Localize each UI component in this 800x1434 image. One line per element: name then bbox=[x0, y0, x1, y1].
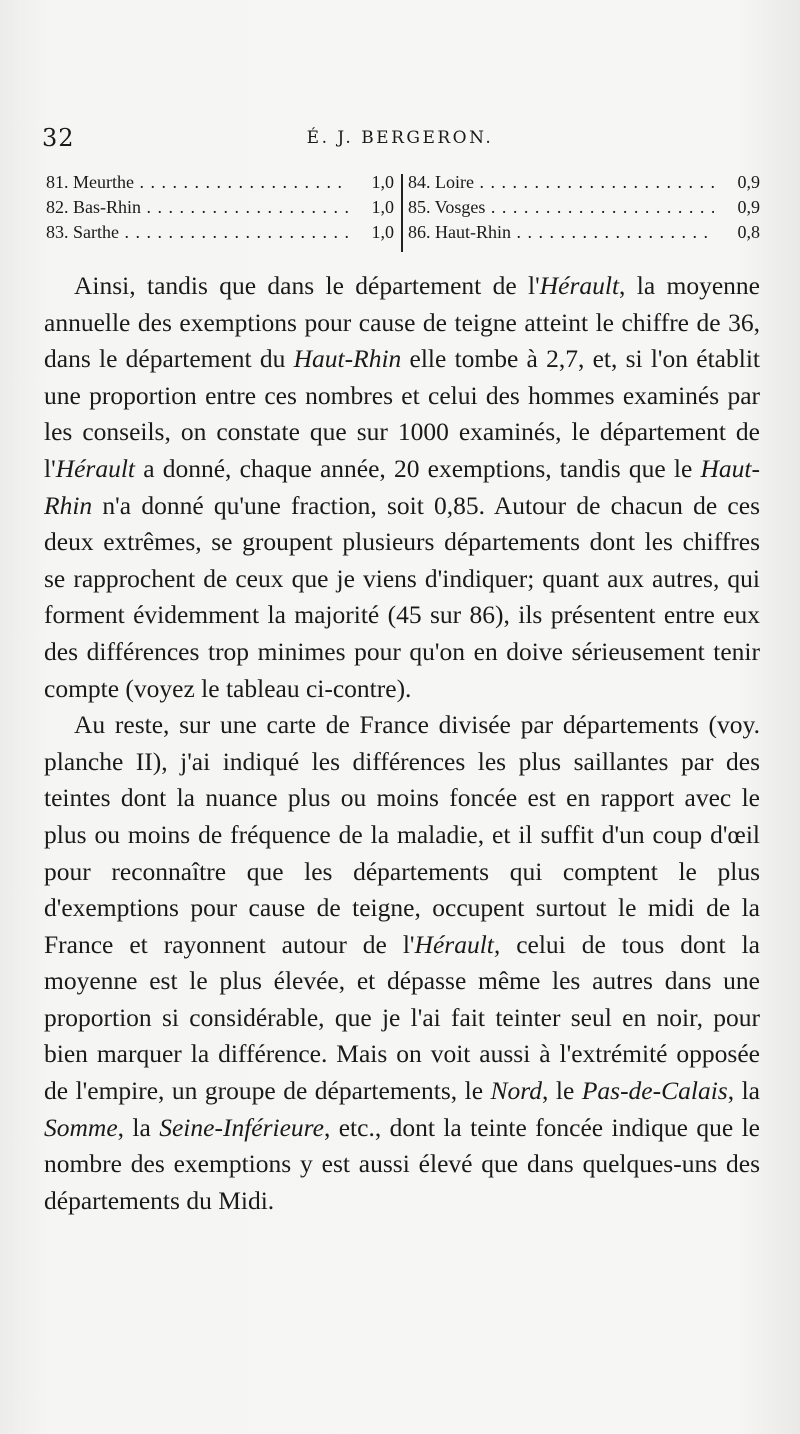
text-run: , la bbox=[117, 1112, 160, 1142]
table-row bbox=[408, 195, 764, 220]
page-header bbox=[40, 124, 760, 154]
department-name: 83. Sarthe . . . bbox=[46, 220, 348, 245]
department-name: 84. Loire . . . bbox=[408, 170, 714, 195]
italic-place-name: Haut-Rhin bbox=[44, 453, 760, 520]
text-run: , le bbox=[542, 1076, 582, 1106]
table-row bbox=[408, 220, 764, 245]
text-run: Au reste, sur une carte de France divisée par départements (voy. planche II), j'ai indiqué les différences les plus saillantes par des teintes dont la nuance plus ou moins foncée est en rapport avec le plus ou moins de fréquence de la maladie, et il suffit d'un coup d'œil pour reconnaître que les départements qui comptent le plus d'exemptions pour cause de teigne, occupent surtout le midi de la France et rayonnent autour de l' bbox=[44, 710, 760, 959]
department-value: 0,9 bbox=[737, 172, 760, 192]
italic-place-name: Pas-de-Calais bbox=[581, 1076, 728, 1106]
text-run: Ainsi, tandis que dans le département de l' bbox=[74, 271, 540, 300]
italic-place-name: Haut-Rhin bbox=[293, 344, 402, 374]
department-value: 1,0 bbox=[371, 197, 394, 217]
text-run: , la bbox=[727, 1076, 760, 1106]
table-column-left bbox=[46, 170, 398, 245]
department-name: 81. Meurthe . . . bbox=[46, 170, 348, 195]
table-row bbox=[46, 195, 398, 220]
italic-place-name: Seine-Inférieure bbox=[159, 1112, 324, 1142]
text-run: n'a donné qu'une fraction, soit 0,85. Autour de chacun de ces deux extrêmes, se groupent plusieurs départements dont les chiffres se rapprochent de ceux que je viens d'indiquer; quant aux autres, qui forment évidemment la majorité (45 sur 86), ils présentent entre eux des différences trop minimes pour qu'on en doive sérieusement tenir compte (voyez le tableau ci-contre). bbox=[44, 490, 760, 703]
running-head: É. J. BERGERON. bbox=[306, 128, 494, 148]
column-divider bbox=[401, 174, 403, 252]
table-row bbox=[46, 170, 398, 195]
text-run: , etc., dont la teinte foncée indique que le nombre des exemptions y est aussi élevé que dans quelques-uns des départements du Midi. bbox=[44, 1112, 760, 1215]
italic-place-name: Hérault bbox=[539, 271, 620, 300]
text-run: elle tombe à 2,7, et, si l'on établit une proportion entre ces nombres et celui des hommes examinés par les conseils, on constate que sur 1000 examinés, le département de l' bbox=[44, 344, 760, 483]
italic-place-name: Hérault, bbox=[414, 929, 501, 959]
page-number: 32 bbox=[42, 124, 75, 152]
department-value: 0,8 bbox=[737, 222, 760, 242]
department-name: 85. Vosges . . . bbox=[408, 195, 714, 220]
italic-place-name: Hérault bbox=[55, 453, 136, 483]
department-value: 1,0 bbox=[371, 222, 394, 242]
italic-place-name: Somme bbox=[44, 1112, 118, 1142]
department-name: 86. Haut-Rhin . . . bbox=[408, 220, 714, 245]
paragraph bbox=[44, 268, 760, 707]
body-text bbox=[44, 268, 760, 1219]
department-value: 1,0 bbox=[371, 172, 394, 192]
text-run: a donné, chaque année, 20 exemptions, tandis que le bbox=[135, 453, 701, 483]
italic-place-name: Nord bbox=[490, 1076, 543, 1106]
department-name: 82. Bas-Rhin . . . bbox=[46, 195, 348, 220]
text-run: , la moyenne annuelle des exemptions pour cause de teigne atteint le chiffre de 36, dans le département du bbox=[44, 271, 760, 374]
table-row bbox=[46, 220, 398, 245]
table-column-right bbox=[408, 170, 764, 245]
table-row bbox=[408, 170, 764, 195]
department-value: 0,9 bbox=[737, 197, 760, 217]
text-run: celui de tous dont la moyenne est le plus élevée, et dépasse même les autres dans une proportion si considérable, que je l'ai fait teinter seul en noir, pour bien marquer la différence. Mais on voit aussi à l'extrémité opposée de l'empire, un groupe de départements, le bbox=[44, 929, 760, 1106]
paragraph bbox=[44, 707, 760, 1219]
